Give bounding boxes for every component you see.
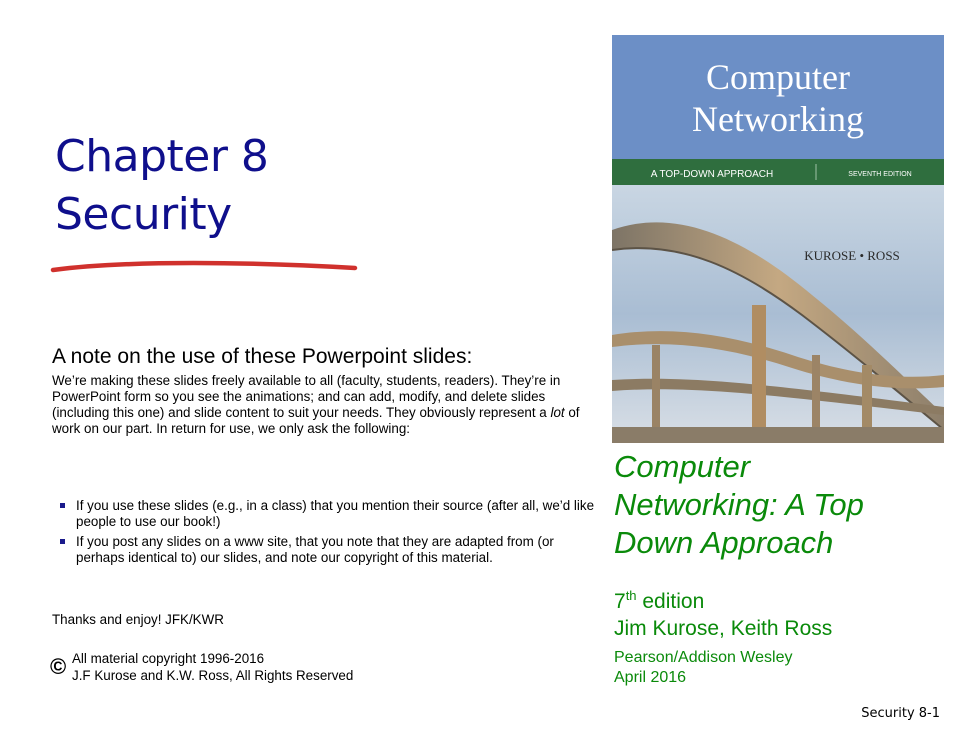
- copyright-icon: ©: [50, 654, 67, 679]
- note-bullet-item: [60, 534, 600, 566]
- note-heading: A note on the use of these Powerpoint slides:: [52, 345, 473, 368]
- cover-title-line2: Networking: [692, 99, 864, 139]
- book-date: April 2016: [614, 669, 687, 686]
- title-underline: [50, 258, 370, 278]
- book-publisher: Pearson/Addison Wesley: [614, 649, 793, 666]
- book-title-line1: Computer: [614, 449, 751, 484]
- copyright-line1: All material copyright 1996-2016: [72, 651, 265, 666]
- copyright-line2: J.F Kurose and K.W. Ross, All Rights Reserved: [72, 668, 354, 683]
- edition-suffix: th: [625, 588, 637, 603]
- note-body-prefix: We’re making these slides freely available to all (faculty, students, readers). They’re in PowerPoint form so you see the animations; and can add, modify, and delete slides (including this one) and slide content to suit your needs. They obviously represent a: [52, 373, 561, 420]
- cover-edition: SEVENTH EDITION: [848, 171, 912, 178]
- cover-title-line1: Computer: [706, 57, 850, 97]
- slide-title-line2: Security: [55, 189, 232, 240]
- book-publisher-info: [614, 648, 792, 688]
- note-bullet-item: [60, 498, 600, 530]
- edition-word: edition: [636, 590, 705, 613]
- thanks-line: Thanks and enjoy! JFK/KWR: [52, 612, 224, 627]
- book-cover-art: [612, 35, 944, 443]
- slide-footer: Security 8-1: [861, 706, 940, 721]
- book-authors: Jim Kurose, Keith Ross: [614, 617, 833, 640]
- book-title-line2: Networking: A Top: [614, 487, 864, 522]
- note-bullet-text: If you use these slides (e.g., in a class) that you mention their source (after all, we’d like people to use our book!): [76, 498, 595, 529]
- book-cover-image: [612, 35, 944, 443]
- note-bullet-list: [60, 498, 600, 570]
- copyright-notice: [72, 650, 353, 684]
- cover-authors: KUROSE • ROSS: [804, 248, 900, 263]
- note-body-suffix: of work on our part. In return for use, we only ask the following:: [52, 405, 580, 436]
- square-bullet-icon: [60, 503, 65, 508]
- note-body: [52, 373, 600, 437]
- note-bullet-text: If you post any slides on a www site, that you note that they are adapted from (or perhaps identical to) our slides, and note our copyright of this material.: [76, 534, 554, 565]
- book-title: [614, 448, 864, 562]
- book-title-line3: Down Approach: [614, 525, 834, 560]
- slide-title-line1: Chapter 8: [55, 131, 269, 182]
- square-bullet-icon: [60, 539, 65, 544]
- edition-number: 7: [614, 590, 626, 613]
- cover-subtitle: A TOP-DOWN APPROACH: [650, 169, 774, 180]
- book-edition: [614, 588, 704, 614]
- note-body-emphasis: lot: [550, 405, 565, 420]
- slide-title: [55, 128, 268, 244]
